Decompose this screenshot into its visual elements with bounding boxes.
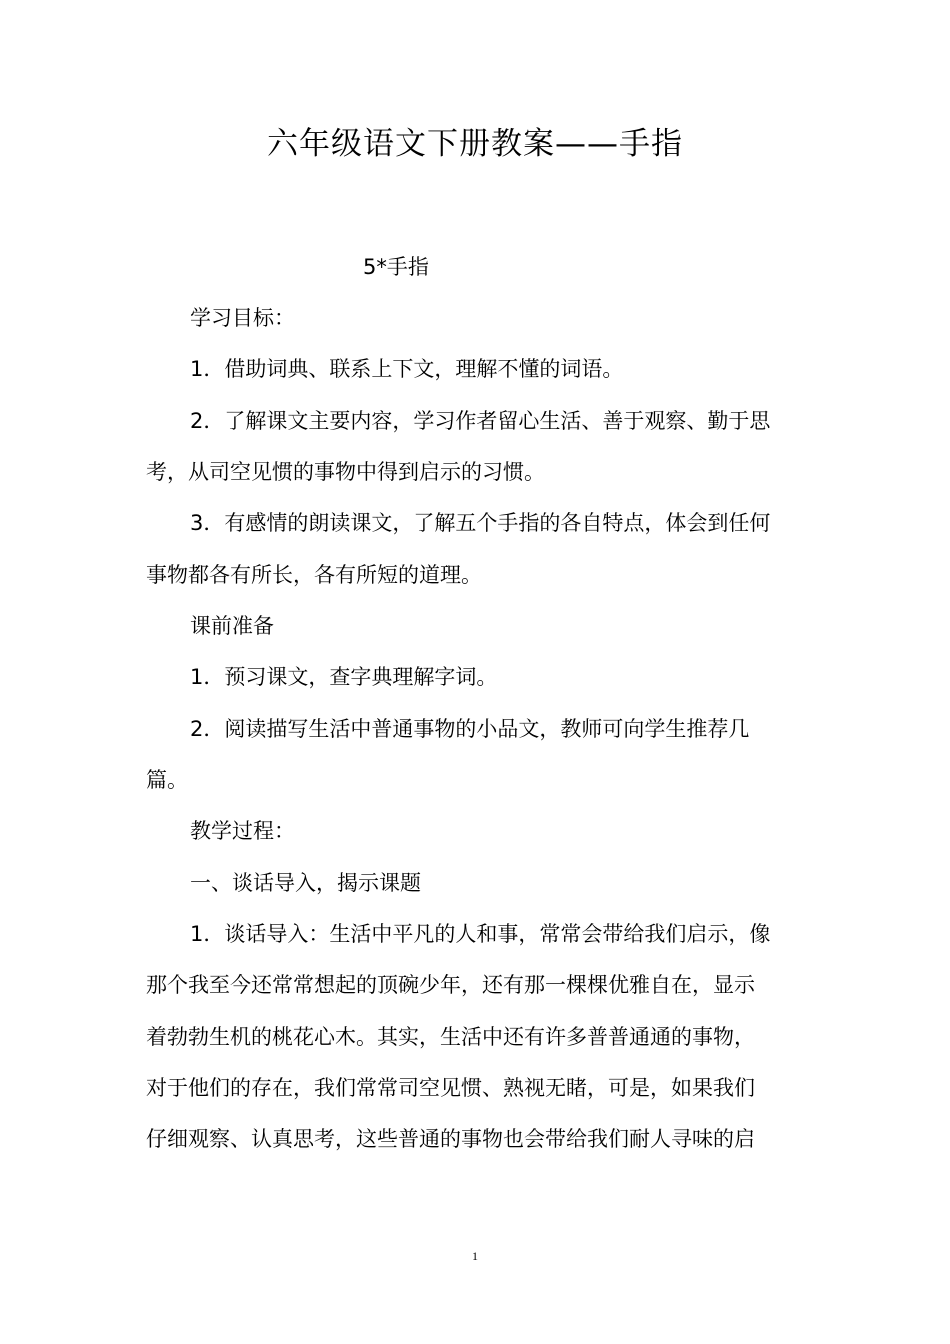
paragraph-line: 1．预习课文，查字典理解字词。 (190, 665, 498, 689)
paragraph-line: 仔细观察、认真思考，这些普通的事物也会带给我们耐人寻味的启 (146, 1127, 755, 1151)
paragraph-line: 3．有感情的朗读课文，了解五个手指的各自特点，体会到任何 (190, 511, 771, 535)
paragraph-line: 篇。 (146, 768, 188, 792)
section-heading-process: 教学过程： (190, 819, 295, 843)
section-heading-goals: 学习目标： (190, 306, 295, 330)
paragraph-line: 2．了解课文主要内容，学习作者留心生活、善于观察、勤于思 (190, 409, 771, 433)
section-heading-preparation: 课前准备 (190, 614, 274, 638)
paragraph-line: 那个我至今还常常想起的顶碗少年，还有那一棵棵优雅自在，显示 (146, 973, 755, 997)
document-title: 六年级语文下册教案——手指 (267, 126, 683, 162)
subsection-heading: 一、谈话导入，揭示课题 (190, 871, 421, 895)
lesson-title: 5*手指 (363, 255, 429, 279)
paragraph-line: 1．谈话导入：生活中平凡的人和事，常常会带给我们启示，像 (190, 922, 771, 946)
paragraph-line: 1．借助词典、联系上下文，理解不懂的词语。 (190, 357, 624, 381)
paragraph-line: 着勃勃生机的桃花心木。其实，生活中还有许多普普通通的事物， (146, 1025, 755, 1049)
paragraph-line: 考，从司空见惯的事物中得到启示的习惯。 (146, 460, 545, 484)
page-number: 1 (472, 1249, 478, 1263)
paragraph-line: 2．阅读描写生活中普通事物的小品文，教师可向学生推荐几 (190, 717, 750, 741)
paragraph-line: 事物都各有所长，各有所短的道理。 (146, 563, 482, 587)
paragraph-line: 对于他们的存在，我们常常司空见惯、熟视无睹，可是，如果我们 (146, 1076, 755, 1100)
